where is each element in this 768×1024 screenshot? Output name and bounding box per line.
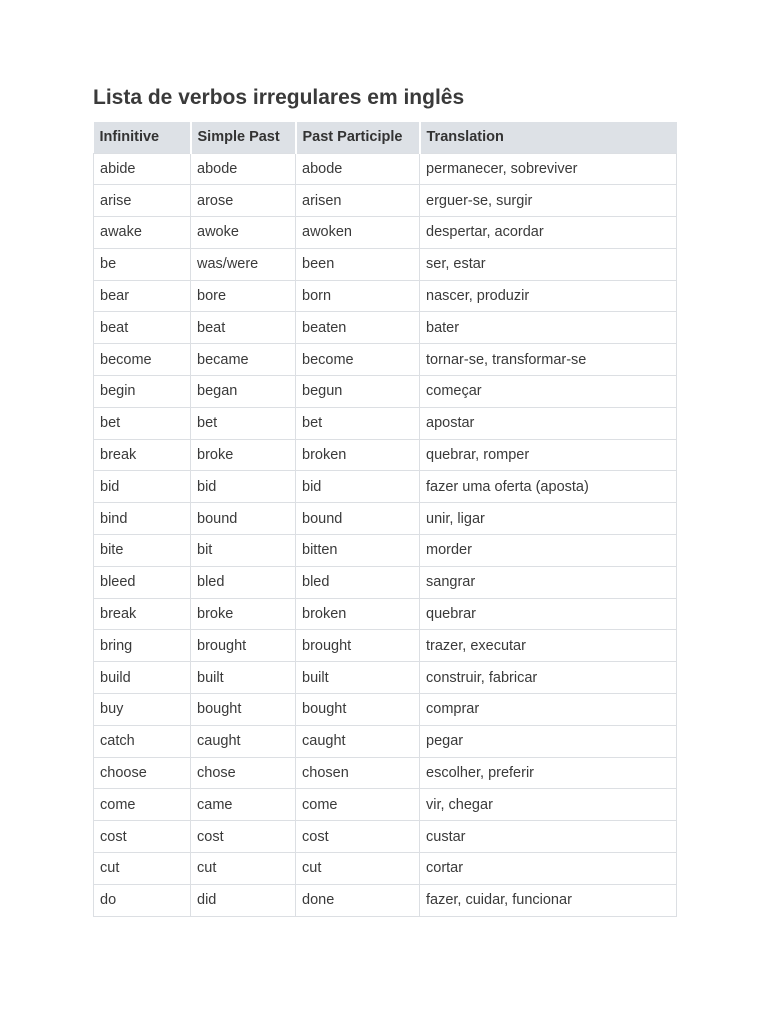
table-row bbox=[94, 566, 677, 598]
table-row bbox=[94, 884, 677, 916]
cell-infinitive: awake bbox=[94, 217, 191, 249]
header-past-participle: Past Participle bbox=[296, 122, 420, 153]
cell-past-participle: been bbox=[296, 248, 420, 280]
cell-infinitive: arise bbox=[94, 185, 191, 217]
table-row bbox=[94, 789, 677, 821]
cell-past-participle: bitten bbox=[296, 535, 420, 567]
cell-infinitive: break bbox=[94, 439, 191, 471]
cell-simple-past: bore bbox=[191, 280, 296, 312]
cell-simple-past: became bbox=[191, 344, 296, 376]
cell-past-participle: begun bbox=[296, 376, 420, 408]
cell-past-participle: broken bbox=[296, 439, 420, 471]
cell-simple-past: bled bbox=[191, 566, 296, 598]
header-infinitive: Infinitive bbox=[94, 122, 191, 153]
table-row bbox=[94, 725, 677, 757]
cell-past-participle: become bbox=[296, 344, 420, 376]
cell-simple-past: cut bbox=[191, 853, 296, 885]
cell-simple-past: bound bbox=[191, 503, 296, 535]
cell-infinitive: do bbox=[94, 884, 191, 916]
cell-infinitive: buy bbox=[94, 694, 191, 726]
cell-translation: construir, fabricar bbox=[420, 662, 677, 694]
table-row bbox=[94, 535, 677, 567]
cell-translation: unir, ligar bbox=[420, 503, 677, 535]
cell-translation: cortar bbox=[420, 853, 677, 885]
cell-past-participle: cut bbox=[296, 853, 420, 885]
cell-simple-past: arose bbox=[191, 185, 296, 217]
cell-past-participle: cost bbox=[296, 821, 420, 853]
cell-infinitive: bite bbox=[94, 535, 191, 567]
header-row bbox=[94, 122, 677, 153]
cell-translation: fazer uma oferta (aposta) bbox=[420, 471, 677, 503]
cell-past-participle: bid bbox=[296, 471, 420, 503]
cell-past-participle: chosen bbox=[296, 757, 420, 789]
cell-past-participle: brought bbox=[296, 630, 420, 662]
table-row bbox=[94, 757, 677, 789]
cell-simple-past: began bbox=[191, 376, 296, 408]
cell-infinitive: bleed bbox=[94, 566, 191, 598]
cell-past-participle: arisen bbox=[296, 185, 420, 217]
cell-simple-past: abode bbox=[191, 153, 296, 185]
cell-translation: quebrar bbox=[420, 598, 677, 630]
table-row bbox=[94, 407, 677, 439]
cell-translation: ser, estar bbox=[420, 248, 677, 280]
cell-simple-past: beat bbox=[191, 312, 296, 344]
table-row bbox=[94, 471, 677, 503]
table-row bbox=[94, 694, 677, 726]
table-row bbox=[94, 153, 677, 185]
cell-past-participle: bled bbox=[296, 566, 420, 598]
cell-translation: trazer, executar bbox=[420, 630, 677, 662]
cell-infinitive: bind bbox=[94, 503, 191, 535]
cell-translation: sangrar bbox=[420, 566, 677, 598]
cell-translation: quebrar, romper bbox=[420, 439, 677, 471]
table-row bbox=[94, 248, 677, 280]
table-row bbox=[94, 185, 677, 217]
cell-simple-past: bet bbox=[191, 407, 296, 439]
table-row bbox=[94, 312, 677, 344]
cell-translation: pegar bbox=[420, 725, 677, 757]
table-row bbox=[94, 280, 677, 312]
document-title: Lista de verbos irregulares em inglês bbox=[93, 86, 465, 109]
cell-translation: custar bbox=[420, 821, 677, 853]
cell-past-participle: bought bbox=[296, 694, 420, 726]
cell-infinitive: become bbox=[94, 344, 191, 376]
table-row bbox=[94, 503, 677, 535]
cell-simple-past: brought bbox=[191, 630, 296, 662]
cell-simple-past: was/were bbox=[191, 248, 296, 280]
cell-simple-past: caught bbox=[191, 725, 296, 757]
cell-infinitive: bear bbox=[94, 280, 191, 312]
cell-translation: comprar bbox=[420, 694, 677, 726]
table-header bbox=[94, 122, 677, 153]
cell-translation: apostar bbox=[420, 407, 677, 439]
table-row bbox=[94, 217, 677, 249]
cell-simple-past: broke bbox=[191, 439, 296, 471]
cell-infinitive: begin bbox=[94, 376, 191, 408]
cell-simple-past: bought bbox=[191, 694, 296, 726]
table-row bbox=[94, 853, 677, 885]
cell-translation: bater bbox=[420, 312, 677, 344]
table-body bbox=[94, 153, 677, 916]
cell-infinitive: abide bbox=[94, 153, 191, 185]
cell-infinitive: catch bbox=[94, 725, 191, 757]
irregular-verbs-table bbox=[93, 122, 677, 917]
cell-simple-past: awoke bbox=[191, 217, 296, 249]
cell-infinitive: cut bbox=[94, 853, 191, 885]
cell-infinitive: bet bbox=[94, 407, 191, 439]
cell-past-participle: awoken bbox=[296, 217, 420, 249]
cell-infinitive: build bbox=[94, 662, 191, 694]
cell-past-participle: born bbox=[296, 280, 420, 312]
cell-translation: despertar, acordar bbox=[420, 217, 677, 249]
header-simple-past: Simple Past bbox=[191, 122, 296, 153]
header-translation: Translation bbox=[420, 122, 677, 153]
table-row bbox=[94, 598, 677, 630]
cell-translation: vir, chegar bbox=[420, 789, 677, 821]
table-row bbox=[94, 630, 677, 662]
cell-past-participle: bet bbox=[296, 407, 420, 439]
cell-translation: tornar-se, transformar-se bbox=[420, 344, 677, 376]
table-row bbox=[94, 344, 677, 376]
table-row bbox=[94, 376, 677, 408]
cell-past-participle: caught bbox=[296, 725, 420, 757]
cell-translation: erguer-se, surgir bbox=[420, 185, 677, 217]
cell-simple-past: broke bbox=[191, 598, 296, 630]
cell-translation: escolher, preferir bbox=[420, 757, 677, 789]
cell-simple-past: built bbox=[191, 662, 296, 694]
cell-infinitive: choose bbox=[94, 757, 191, 789]
cell-translation: fazer, cuidar, funcionar bbox=[420, 884, 677, 916]
cell-infinitive: beat bbox=[94, 312, 191, 344]
cell-infinitive: break bbox=[94, 598, 191, 630]
cell-infinitive: come bbox=[94, 789, 191, 821]
cell-translation: nascer, produzir bbox=[420, 280, 677, 312]
table-row bbox=[94, 439, 677, 471]
cell-past-participle: bound bbox=[296, 503, 420, 535]
cell-simple-past: chose bbox=[191, 757, 296, 789]
cell-infinitive: bring bbox=[94, 630, 191, 662]
cell-infinitive: bid bbox=[94, 471, 191, 503]
cell-translation: começar bbox=[420, 376, 677, 408]
cell-past-participle: abode bbox=[296, 153, 420, 185]
cell-simple-past: bit bbox=[191, 535, 296, 567]
cell-infinitive: cost bbox=[94, 821, 191, 853]
table-row bbox=[94, 662, 677, 694]
cell-past-participle: built bbox=[296, 662, 420, 694]
cell-past-participle: done bbox=[296, 884, 420, 916]
cell-translation: permanecer, sobreviver bbox=[420, 153, 677, 185]
table-row bbox=[94, 821, 677, 853]
cell-simple-past: cost bbox=[191, 821, 296, 853]
cell-past-participle: come bbox=[296, 789, 420, 821]
cell-simple-past: did bbox=[191, 884, 296, 916]
cell-past-participle: broken bbox=[296, 598, 420, 630]
cell-simple-past: bid bbox=[191, 471, 296, 503]
cell-simple-past: came bbox=[191, 789, 296, 821]
cell-infinitive: be bbox=[94, 248, 191, 280]
cell-past-participle: beaten bbox=[296, 312, 420, 344]
cell-translation: morder bbox=[420, 535, 677, 567]
